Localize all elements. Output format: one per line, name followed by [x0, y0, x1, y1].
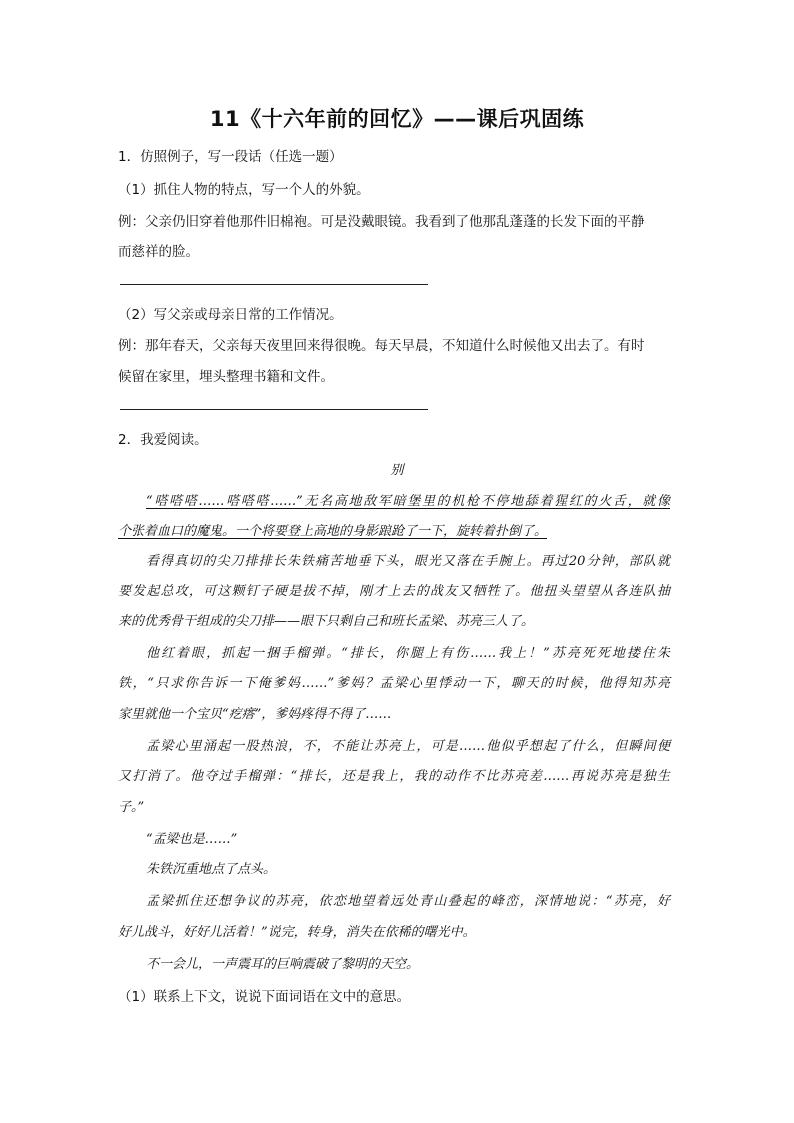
- story-line: “孟梁也是……”: [146, 832, 238, 847]
- story-line: 孟梁心里涌起一股热浪，不，不能让苏亮上，可是……他似乎想起了什么，但瞬间便: [146, 739, 670, 754]
- q1-part2-example-line2: 候留在家里，埋头整理书籍和文件。: [118, 369, 334, 385]
- story-line: 好儿战斗，好好儿活着！”说完，转身，消失在依稀的曙光中。: [118, 925, 476, 940]
- q1-part2-example-line1: 例：那年春天，父亲每天夜里回来得很晚。每天早晨，不知道什么时候他又出去了。有时: [118, 338, 645, 354]
- q1-heading: 1．仿照例子，写一段话（任选一题）: [118, 149, 343, 165]
- answer-line-2[interactable]: [120, 409, 428, 410]
- story-line: 看得真切的尖刀排排长朱铁痛苦地垂下头，眼光又落在手腕上。再过20分钟，部队就: [146, 554, 670, 569]
- q1-part1-example-line1: 例：父亲仍旧穿着他那件旧棉袍。可是没戴眼镜。我看到了他那乱蓬蓬的长发下面的平静: [118, 214, 645, 230]
- story-line: 子。”: [118, 800, 145, 815]
- story-line: 他红着眼，抓起一捆手榴弹。“排长，你腿上有伤……我上！”苏亮死死地搂住朱: [146, 646, 670, 661]
- story-line: “嗒嗒嗒……嗒嗒嗒……”无名高地敌军暗堡里的机枪不停地舔着猩红的火舌，就像: [146, 494, 670, 509]
- page-title: 11《十六年前的回忆》——课后巩固练: [209, 107, 585, 131]
- story-line: 要发起总攻，可这颗钉子硬是拔不掉，刚才上去的战友又牺牲了。他扭头望望从各连队抽: [118, 584, 670, 599]
- q1-part1-label: （1）抓住人物的特点，写一个人的外貌。: [118, 182, 370, 198]
- story-line: [118, 520, 670, 539]
- story-line: 又打消了。他夺过手榴弹：“排长，还是我上，我的动作不比苏亮差……再说苏亮是独生: [118, 769, 670, 784]
- answer-line-1[interactable]: [120, 284, 428, 285]
- story-line: 不一会儿，一声震耳的巨响震破了黎明的天空。: [146, 957, 420, 972]
- q1-part1-example-line2: 而慈祥的脸。: [118, 244, 199, 260]
- story-line: 铁，“只求你告诉一下俺爹妈……”爹妈？孟梁心里悸动一下，聊天的时候，他得知苏亮: [118, 676, 670, 691]
- q1-part2-label: （2）写父亲或母亲日常的工作情况。: [118, 307, 343, 323]
- story-line: 孟梁抓住还想争议的苏亮，依恋地望着远处青山叠起的峰峦，深情地说：“苏亮，好: [146, 894, 670, 909]
- story-line: 朱铁沉重地点了点头。: [146, 862, 277, 877]
- story-line: 家里就他一个宝贝“疙瘩”，爹妈疼得不得了……: [118, 707, 392, 722]
- story-line: 来的优秀骨干组成的尖刀排——眼下只剩自己和班长孟梁、苏亮三人了。: [118, 614, 535, 629]
- story-line-underlined: 个张着血口的魔鬼。一个将要登上高地的身影踉跄了一下，旋转着扑倒了。: [118, 524, 548, 539]
- q2-sub1-label: （1）联系上下文，说说下面词语在文中的意思。: [118, 989, 411, 1005]
- story-title: 别: [390, 463, 404, 478]
- q2-heading: 2．我爱阅读。: [118, 432, 208, 448]
